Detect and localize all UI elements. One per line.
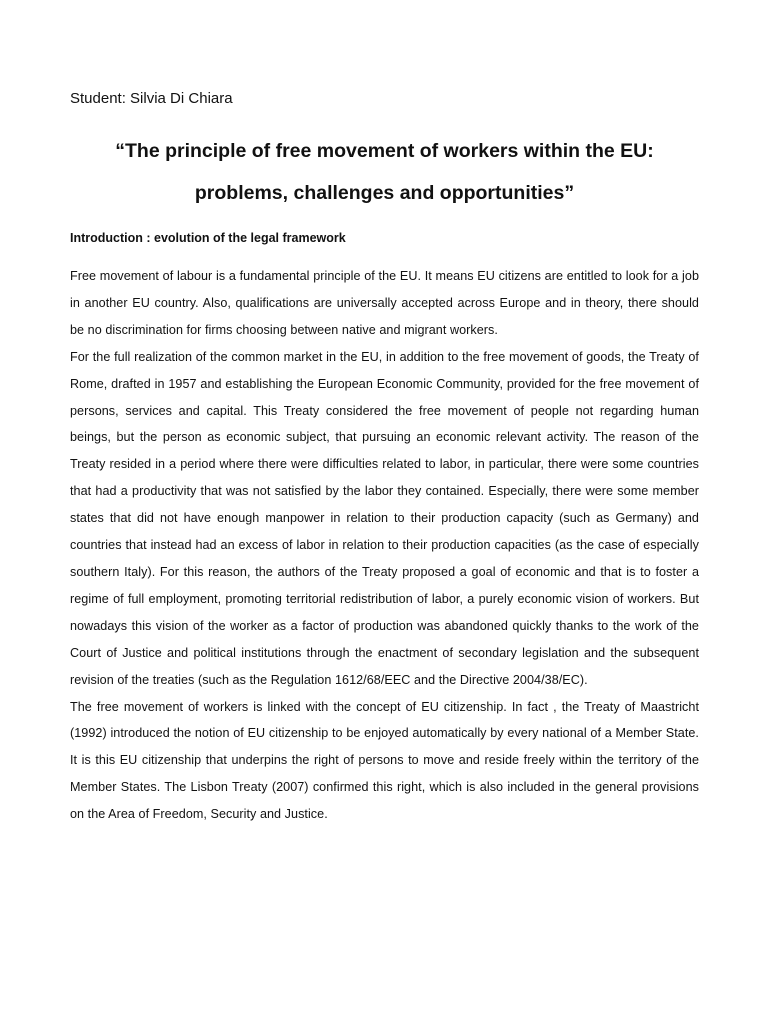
paragraph: For the full realization of the common market in the EU, in addition to the free movement of goods, the Treaty of Rome, drafted in 1957 and establishing the European Economic Community, provided for the free movement of persons, services and capital. This Treaty considered the free movement of people not regarding human beings, but the person as economic subject, that pursuing an economic relevant activity. The reason of the Treaty resided in a period where there were difficulties related to labor, in particular, there were some countries that had a productivity that was not satisfied by the labor they contained. Especially, there were some member states that did not have enough manpower in relation to their production capacity (such as Germany) and countries that instead had an excess of labor in relation to their production capacities (as the case of especially southern Italy). For this reason, the authors of the Treaty proposed a goal of economic and that is to foster a regime of full employment, promoting territorial redistribution of labor, a purely economic vision of workers. But nowadays this vision of the worker as a factor of production was abandoned quickly thanks to the work of the Court of Justice and political institutions through the enactment of secondary legislation and the subsequent revision of the treaties (such as the Regulation 1612/68/EEC and the Directive 2004/38/EC).: [70, 349, 699, 687]
title-line-2: problems, challenges and opportunities”: [194, 182, 575, 204]
document-title: [70, 130, 699, 214]
section-heading: Introduction : evolution of the legal framework: [70, 231, 346, 245]
student-name: Student: Silvia Di Chiara: [70, 90, 233, 107]
title-line-1: “The principle of free movement of workers within the EU:: [115, 140, 654, 162]
paragraph: The free movement of workers is linked with the concept of EU citizenship. In fact , the Treaty of Maastricht (1992) introduced the notion of EU citizenship to be enjoyed automatically by every national of a Member State. It is this EU citizenship that underpins the right of persons to move and reside freely within the territory of the Member States. The Lisbon Treaty (2007) confirmed this right, which is also included in the general provisions on the Area of Freedom, Security and Justice.: [70, 699, 699, 822]
body-text: [70, 263, 699, 828]
document-page: [70, 88, 699, 828]
paragraph: Free movement of labour is a fundamental principle of the EU. It means EU citizens are entitled to look for a job in another EU country. Also, qualifications are universally accepted across Europe and in theory, there should be no discrimination for firms choosing between native and migrant workers.: [70, 269, 699, 337]
